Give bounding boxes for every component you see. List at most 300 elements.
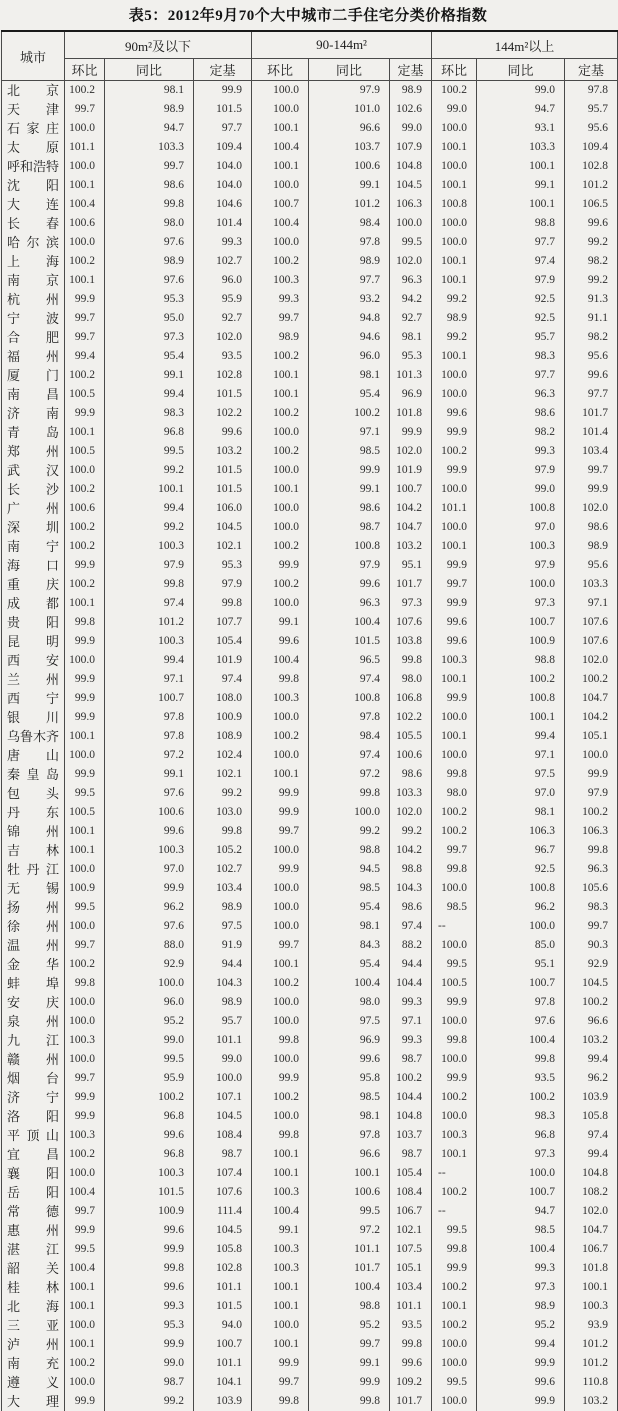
value-cell: 103.9: [565, 1088, 618, 1107]
value-cell: 95.4: [309, 955, 390, 974]
value-cell: --: [432, 917, 477, 936]
value-cell: 97.2: [309, 1221, 390, 1240]
value-cell: 99.8: [105, 1259, 194, 1278]
value-cell: 100.2: [252, 404, 309, 423]
value-cell: 94.5: [309, 860, 390, 879]
value-cell: 100.2: [65, 575, 105, 594]
value-cell: 95.1: [390, 556, 432, 575]
value-cell: 105.4: [390, 1164, 432, 1183]
value-cell: 104.4: [390, 974, 432, 993]
value-cell: 99.1: [252, 613, 309, 632]
value-cell: 99.9: [432, 689, 477, 708]
value-cell: 99.9: [432, 993, 477, 1012]
value-cell: 95.3: [105, 290, 194, 309]
table-row: [2, 119, 618, 138]
value-cell: 107.5: [390, 1240, 432, 1259]
value-cell: 95.6: [565, 347, 618, 366]
value-cell: 97.9: [194, 575, 252, 594]
value-cell: 92.9: [565, 955, 618, 974]
value-cell: 100.2: [252, 727, 309, 746]
value-cell: 95.4: [309, 385, 390, 404]
value-cell: 95.3: [390, 347, 432, 366]
value-cell: 101.2: [309, 195, 390, 214]
value-cell: 100.1: [432, 727, 477, 746]
value-cell: 100.8: [477, 879, 565, 898]
value-cell: 95.2: [477, 1316, 565, 1335]
table-row: [2, 1335, 618, 1354]
value-cell: 96.2: [477, 898, 565, 917]
city-cell: 宜昌: [2, 1145, 65, 1164]
value-cell: 97.4: [477, 252, 565, 271]
value-cell: 100.0: [477, 917, 565, 936]
price-index-table: [1, 30, 618, 1411]
value-cell: 104.5: [194, 1107, 252, 1126]
table-row: [2, 347, 618, 366]
value-cell: 98.3: [477, 1107, 565, 1126]
value-cell: 99.9: [65, 632, 105, 651]
value-cell: 100.1: [477, 157, 565, 176]
value-cell: 99.9: [252, 803, 309, 822]
value-cell: 100.0: [252, 499, 309, 518]
value-cell: 97.1: [477, 746, 565, 765]
value-cell: 100.1: [252, 1145, 309, 1164]
value-cell: 100.1: [252, 1297, 309, 1316]
table-row: [2, 765, 618, 784]
value-cell: 99.7: [65, 309, 105, 328]
value-cell: 99.3: [477, 442, 565, 461]
table-row: [2, 1392, 618, 1411]
value-cell: 102.4: [194, 746, 252, 765]
value-cell: 97.7: [477, 366, 565, 385]
value-cell: 97.8: [309, 1126, 390, 1145]
value-cell: 98.8: [390, 860, 432, 879]
value-cell: 101.5: [309, 632, 390, 651]
value-cell: 101.1: [194, 1031, 252, 1050]
city-cell: 大理: [2, 1392, 65, 1411]
value-cell: 100.2: [432, 1278, 477, 1297]
table-row: [2, 328, 618, 347]
value-cell: 103.2: [565, 1392, 618, 1411]
value-cell: 91.9: [194, 936, 252, 955]
value-cell: 98.2: [565, 252, 618, 271]
value-cell: 98.6: [565, 518, 618, 537]
value-cell: 99.9: [252, 860, 309, 879]
value-cell: 100.2: [565, 993, 618, 1012]
table-row: [2, 879, 618, 898]
value-cell: 100.7: [194, 1335, 252, 1354]
value-cell: 103.0: [194, 803, 252, 822]
value-cell: 100.2: [65, 252, 105, 271]
value-cell: 98.7: [390, 1145, 432, 1164]
city-cell: 长春: [2, 214, 65, 233]
city-cell: 南宁: [2, 537, 65, 556]
value-cell: 90.3: [565, 936, 618, 955]
value-cell: 102.1: [194, 765, 252, 784]
value-cell: 99.8: [309, 784, 390, 803]
value-cell: 99.5: [65, 1240, 105, 1259]
value-cell: 105.8: [565, 1107, 618, 1126]
value-cell: 103.2: [565, 1031, 618, 1050]
value-cell: 107.6: [565, 632, 618, 651]
value-cell: 103.2: [390, 537, 432, 556]
city-cell: 湛江: [2, 1240, 65, 1259]
value-cell: 98.9: [105, 252, 194, 271]
value-cell: 100.0: [432, 157, 477, 176]
value-cell: 99.7: [565, 917, 618, 936]
value-cell: 99.6: [105, 1278, 194, 1297]
value-cell: 100.0: [252, 233, 309, 252]
sub-header-base: 定基: [390, 59, 432, 81]
value-cell: 102.8: [565, 157, 618, 176]
value-cell: 97.6: [105, 271, 194, 290]
value-cell: 100.0: [65, 993, 105, 1012]
value-cell: 100.6: [309, 157, 390, 176]
city-cell: 昆明: [2, 632, 65, 651]
value-cell: 95.6: [565, 119, 618, 138]
value-cell: 102.0: [565, 651, 618, 670]
value-cell: 97.6: [105, 784, 194, 803]
value-cell: 99.7: [252, 1373, 309, 1392]
value-cell: 100.0: [309, 803, 390, 822]
table-row: [2, 271, 618, 290]
value-cell: 100.1: [65, 1335, 105, 1354]
table-row: [2, 1297, 618, 1316]
value-cell: 99.9: [105, 1335, 194, 1354]
value-cell: 91.1: [565, 309, 618, 328]
value-cell: 102.7: [194, 252, 252, 271]
value-cell: 100.0: [252, 1316, 309, 1335]
value-cell: 99.2: [105, 518, 194, 537]
value-cell: 98.7: [309, 518, 390, 537]
table-row: [2, 442, 618, 461]
table-row: [2, 138, 618, 157]
city-cell: 成都: [2, 594, 65, 613]
value-cell: 99.9: [477, 1392, 565, 1411]
value-cell: 103.3: [477, 138, 565, 157]
value-cell: 100.0: [65, 1164, 105, 1183]
value-cell: 97.8: [477, 993, 565, 1012]
value-cell: 100.0: [65, 461, 105, 480]
value-cell: 98.9: [105, 100, 194, 119]
table-row: [2, 955, 618, 974]
value-cell: 100.1: [309, 1164, 390, 1183]
value-cell: 98.6: [390, 765, 432, 784]
value-cell: 99.6: [565, 366, 618, 385]
value-cell: 100.1: [65, 271, 105, 290]
table-row: [2, 1278, 618, 1297]
value-cell: 100.2: [105, 1088, 194, 1107]
value-cell: 100.0: [252, 898, 309, 917]
value-cell: 97.9: [309, 81, 390, 101]
value-cell: 99.9: [194, 81, 252, 101]
value-cell: 100.0: [105, 974, 194, 993]
value-cell: 95.0: [105, 309, 194, 328]
value-cell: 104.1: [194, 1373, 252, 1392]
value-cell: 99.5: [432, 1373, 477, 1392]
value-cell: 100.1: [252, 1164, 309, 1183]
value-cell: 99.2: [432, 290, 477, 309]
value-cell: 100.0: [432, 233, 477, 252]
value-cell: 99.7: [65, 100, 105, 119]
value-cell: 99.9: [565, 480, 618, 499]
city-cell: 九江: [2, 1031, 65, 1050]
value-cell: 99.9: [252, 1069, 309, 1088]
value-cell: 106.7: [390, 1202, 432, 1221]
table-row: [2, 1373, 618, 1392]
city-column-header: 城市: [2, 31, 65, 81]
table-row: [2, 404, 618, 423]
value-cell: 98.9: [565, 537, 618, 556]
city-cell: 徐州: [2, 917, 65, 936]
city-cell: 丹东: [2, 803, 65, 822]
value-cell: 98.1: [390, 328, 432, 347]
value-cell: 99.7: [65, 328, 105, 347]
value-cell: 100.0: [432, 119, 477, 138]
city-cell: 宁波: [2, 309, 65, 328]
value-cell: 101.0: [309, 100, 390, 119]
value-cell: 95.7: [565, 100, 618, 119]
city-cell: 济宁: [2, 1088, 65, 1107]
value-cell: 97.7: [309, 271, 390, 290]
value-cell: 101.5: [194, 461, 252, 480]
value-cell: 100.1: [432, 138, 477, 157]
value-cell: 100.4: [65, 195, 105, 214]
city-cell: 金华: [2, 955, 65, 974]
page-title: 表5：2012年9月70个大中城市二手住宅分类价格指数: [0, 0, 616, 30]
table-row: [2, 385, 618, 404]
city-cell: 锦州: [2, 822, 65, 841]
value-cell: 99.8: [194, 594, 252, 613]
value-cell: 100.0: [252, 917, 309, 936]
value-cell: 100.0: [432, 214, 477, 233]
value-cell: 100.2: [65, 1145, 105, 1164]
value-cell: 99.5: [105, 1050, 194, 1069]
city-cell: 秦皇岛: [2, 765, 65, 784]
value-cell: 100.2: [65, 537, 105, 556]
city-cell: 兰州: [2, 670, 65, 689]
value-cell: 99.1: [105, 366, 194, 385]
sub-header-yoy: 同比: [477, 59, 565, 81]
value-cell: 102.0: [565, 1202, 618, 1221]
value-cell: 99.8: [65, 613, 105, 632]
value-cell: 101.7: [309, 1259, 390, 1278]
value-cell: 100.0: [477, 1164, 565, 1183]
value-cell: 108.9: [194, 727, 252, 746]
value-cell: 97.1: [309, 423, 390, 442]
value-cell: 99.4: [65, 347, 105, 366]
city-cell: 北京: [2, 81, 65, 101]
city-cell: 南京: [2, 271, 65, 290]
value-cell: 100.1: [65, 841, 105, 860]
table-row: [2, 993, 618, 1012]
value-cell: 98.0: [432, 784, 477, 803]
value-cell: 104.2: [390, 499, 432, 518]
value-cell: 103.3: [105, 138, 194, 157]
city-cell: 杭州: [2, 290, 65, 309]
value-cell: 100.0: [432, 1012, 477, 1031]
value-cell: 100.2: [432, 1088, 477, 1107]
value-cell: 99.4: [105, 651, 194, 670]
value-cell: 99.6: [309, 575, 390, 594]
value-cell: 100.0: [65, 233, 105, 252]
value-cell: 99.7: [105, 157, 194, 176]
value-cell: 100.0: [432, 1392, 477, 1411]
value-cell: 102.1: [194, 537, 252, 556]
value-cell: 99.8: [252, 1126, 309, 1145]
value-cell: 84.3: [309, 936, 390, 955]
city-cell: 乌鲁木齐: [2, 727, 65, 746]
table-row: [2, 1126, 618, 1145]
value-cell: 100.5: [432, 974, 477, 993]
value-cell: 94.8: [309, 309, 390, 328]
city-cell: 洛阳: [2, 1107, 65, 1126]
value-cell: 104.5: [565, 974, 618, 993]
value-cell: 99.9: [252, 784, 309, 803]
table-row: [2, 575, 618, 594]
value-cell: 99.4: [565, 1145, 618, 1164]
value-cell: 101.8: [565, 1259, 618, 1278]
value-cell: 98.3: [105, 404, 194, 423]
value-cell: 102.2: [194, 404, 252, 423]
value-cell: 107.9: [390, 138, 432, 157]
value-cell: 96.2: [565, 1069, 618, 1088]
value-cell: 100.2: [390, 1069, 432, 1088]
value-cell: 97.8: [309, 708, 390, 727]
value-cell: 100.5: [65, 442, 105, 461]
table-row: [2, 822, 618, 841]
value-cell: 100.8: [477, 689, 565, 708]
value-cell: 99.1: [105, 765, 194, 784]
value-cell: 88.2: [390, 936, 432, 955]
value-cell: 99.6: [105, 822, 194, 841]
value-cell: 92.7: [194, 309, 252, 328]
city-cell: 襄阳: [2, 1164, 65, 1183]
value-cell: 97.1: [105, 670, 194, 689]
value-cell: 96.7: [477, 841, 565, 860]
value-cell: 100.1: [252, 157, 309, 176]
value-cell: 95.3: [194, 556, 252, 575]
value-cell: 98.1: [105, 81, 194, 101]
value-cell: 103.4: [565, 442, 618, 461]
value-cell: 100.2: [432, 1183, 477, 1202]
table-row: [2, 594, 618, 613]
value-cell: 100.1: [65, 727, 105, 746]
value-cell: 100.7: [477, 613, 565, 632]
value-cell: 99.9: [105, 1240, 194, 1259]
value-cell: 97.3: [477, 1145, 565, 1164]
city-cell: 牡丹江: [2, 860, 65, 879]
value-cell: 96.8: [105, 423, 194, 442]
value-cell: 100.3: [252, 1183, 309, 1202]
table-row: [2, 214, 618, 233]
value-cell: 100.3: [65, 1126, 105, 1145]
city-cell: 福州: [2, 347, 65, 366]
value-cell: 99.4: [477, 1335, 565, 1354]
value-cell: 97.8: [105, 708, 194, 727]
city-cell: 太原: [2, 138, 65, 157]
value-cell: 100.2: [565, 670, 618, 689]
value-cell: 100.1: [432, 1145, 477, 1164]
value-cell: 100.0: [432, 518, 477, 537]
value-cell: 99.6: [105, 1221, 194, 1240]
value-cell: 97.9: [477, 556, 565, 575]
city-cell: 温州: [2, 936, 65, 955]
group-header-144-above: 144m²以上: [432, 31, 618, 59]
value-cell: 99.2: [390, 822, 432, 841]
value-cell: 99.7: [432, 841, 477, 860]
value-cell: 100.6: [390, 746, 432, 765]
value-cell: 100.1: [565, 1278, 618, 1297]
value-cell: 100.1: [252, 1335, 309, 1354]
value-cell: 103.8: [390, 632, 432, 651]
value-cell: 100.1: [432, 176, 477, 195]
value-cell: 100.3: [252, 271, 309, 290]
value-cell: 99.9: [390, 423, 432, 442]
value-cell: 100.1: [65, 1297, 105, 1316]
value-cell: 100.0: [252, 518, 309, 537]
city-cell: 广州: [2, 499, 65, 518]
value-cell: 100.4: [252, 651, 309, 670]
value-cell: 93.5: [390, 1316, 432, 1335]
table-row: [2, 252, 618, 271]
value-cell: 100.0: [65, 1050, 105, 1069]
value-cell: 97.4: [565, 1126, 618, 1145]
value-cell: 95.7: [194, 1012, 252, 1031]
value-cell: 100.3: [105, 841, 194, 860]
value-cell: 101.2: [565, 1354, 618, 1373]
city-cell: 贵阳: [2, 613, 65, 632]
value-cell: 99.3: [477, 1259, 565, 1278]
value-cell: 103.2: [194, 442, 252, 461]
value-cell: 93.9: [565, 1316, 618, 1335]
value-cell: 97.4: [309, 746, 390, 765]
value-cell: 100.4: [309, 613, 390, 632]
value-cell: 100.1: [65, 423, 105, 442]
value-cell: 100.2: [65, 518, 105, 537]
value-cell: 100.2: [432, 442, 477, 461]
value-cell: 101.3: [390, 366, 432, 385]
value-cell: 93.2: [309, 290, 390, 309]
value-cell: 99.7: [432, 575, 477, 594]
table-row: [2, 727, 618, 746]
value-cell: 100.4: [252, 138, 309, 157]
value-cell: 98.3: [565, 898, 618, 917]
table-row: [2, 1107, 618, 1126]
table-row: [2, 461, 618, 480]
city-cell: 吉林: [2, 841, 65, 860]
value-cell: 100.1: [252, 955, 309, 974]
table-row: [2, 1050, 618, 1069]
value-cell: 99.4: [105, 385, 194, 404]
city-cell: 大连: [2, 195, 65, 214]
value-cell: 100.6: [65, 214, 105, 233]
value-cell: 97.8: [565, 81, 618, 101]
value-cell: 98.7: [194, 1145, 252, 1164]
value-cell: 104.3: [194, 974, 252, 993]
value-cell: 107.1: [194, 1088, 252, 1107]
value-cell: 100.0: [432, 385, 477, 404]
table-row: [2, 81, 618, 101]
value-cell: 101.1: [309, 1240, 390, 1259]
value-cell: 100.2: [432, 803, 477, 822]
value-cell: 98.8: [309, 1297, 390, 1316]
city-cell: 武汉: [2, 461, 65, 480]
table-row: [2, 689, 618, 708]
value-cell: 100.3: [105, 632, 194, 651]
value-cell: 99.9: [432, 594, 477, 613]
value-cell: 100.8: [432, 195, 477, 214]
value-cell: 99.0: [477, 480, 565, 499]
